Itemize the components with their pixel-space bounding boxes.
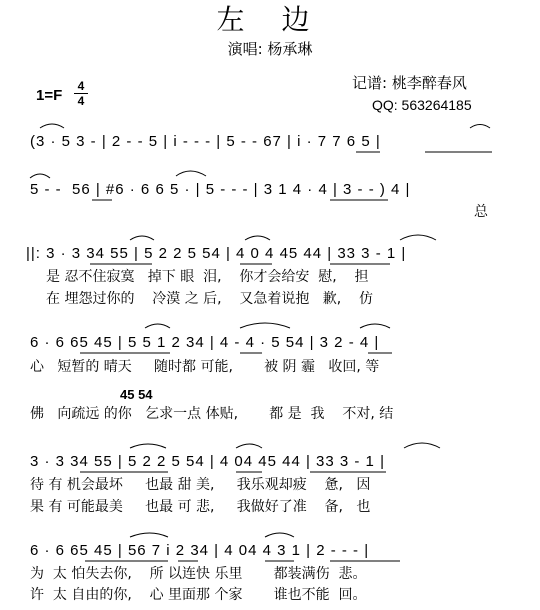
- slur: [400, 235, 436, 240]
- slur: [130, 444, 166, 448]
- lyric-row-6-verse-2: 许 太 自由的你, 心 里面那 个家 谁也不能 回。: [30, 587, 367, 603]
- slur: [30, 174, 50, 178]
- notation-row-3: ||: 3 · 3 34 55 | 5 2 2 5 54 | 4 0 4 45 44 | 33 3 - 1 |: [26, 245, 407, 262]
- slur: [245, 236, 270, 240]
- slur: [404, 443, 440, 448]
- singer-credit: 演唱: 杨承琳: [227, 40, 313, 58]
- notation-row-4: 6 · 6 65 45 | 5 5 1 2 34 | 4 - 4 · 5 54 | 3 2 - 4 |: [30, 334, 380, 351]
- lyric-row-3-verse-2: 在 埋怨过你的 冷漠 之 后, 又急着说抱 歉, 仿: [46, 291, 374, 307]
- slur: [176, 171, 206, 176]
- slur: [130, 236, 154, 240]
- slur: [40, 124, 64, 128]
- slur: [240, 323, 290, 328]
- slur: [265, 533, 294, 537]
- lyric-pickup: 总: [474, 204, 488, 220]
- lyric-row-4-verse-2: 佛 向疏远 的你 乞求一点 体贴, 都 是 我 不对, 结: [30, 406, 394, 422]
- slur: [130, 533, 168, 537]
- lyric-row-5-verse-1: 待 有 机会最坏 也最 甜 美, 我乐观却疲 惫, 因: [30, 477, 371, 493]
- alternate-notes-fragment: 45 54: [120, 387, 153, 402]
- slur: [145, 324, 170, 328]
- notation-row-6: 6 · 6 65 45 | 56 7 i 2 34 | 4 04 4 3 1 | 2 - - - |: [30, 542, 370, 559]
- notation-row-2: 5 - - 56 | #6 · 6 6 5 · | 5 - - - | 3 1 4 · 4 | 3 - - ) 4 |: [30, 181, 411, 198]
- lyric-row-3-verse-1: 是 忍不住寂寞 掉下 眼 泪, 你才会给安 慰, 担: [46, 269, 369, 285]
- time-signature-bottom: 4: [77, 94, 85, 108]
- lyric-row-6-verse-1: 为 太 怕失去你, 所 以连快 乐里 都装满伤 悲。: [30, 566, 367, 582]
- notation-row-5: 3 · 3 34 55 | 5 2 2 5 54 | 4 04 45 44 | 33 3 - 1 |: [30, 453, 385, 470]
- slur: [360, 324, 390, 328]
- song-title: 左 边: [216, 3, 324, 36]
- transcriber-credit: 记谱: 桃李醉春风: [352, 74, 467, 92]
- time-signature-top: 4: [77, 79, 85, 93]
- qq-contact: QQ: 563264185: [372, 97, 472, 113]
- notation-row-1: (3 · 5 3 - | 2 - - 5 | i - - - | 5 - - 67 | i · 7 7 6 5 |: [30, 133, 381, 150]
- lyric-row-4-verse-1: 心 短暂的 晴天 随时都 可能, 被 阴 霾 收回, 等: [30, 359, 380, 375]
- slur: [236, 444, 262, 448]
- slur: [470, 125, 490, 129]
- lyric-row-5-verse-2: 果 有 可能最美 也最 可 悲, 我做好了准 备, 也: [30, 499, 371, 515]
- key-signature: 1=F: [36, 87, 63, 104]
